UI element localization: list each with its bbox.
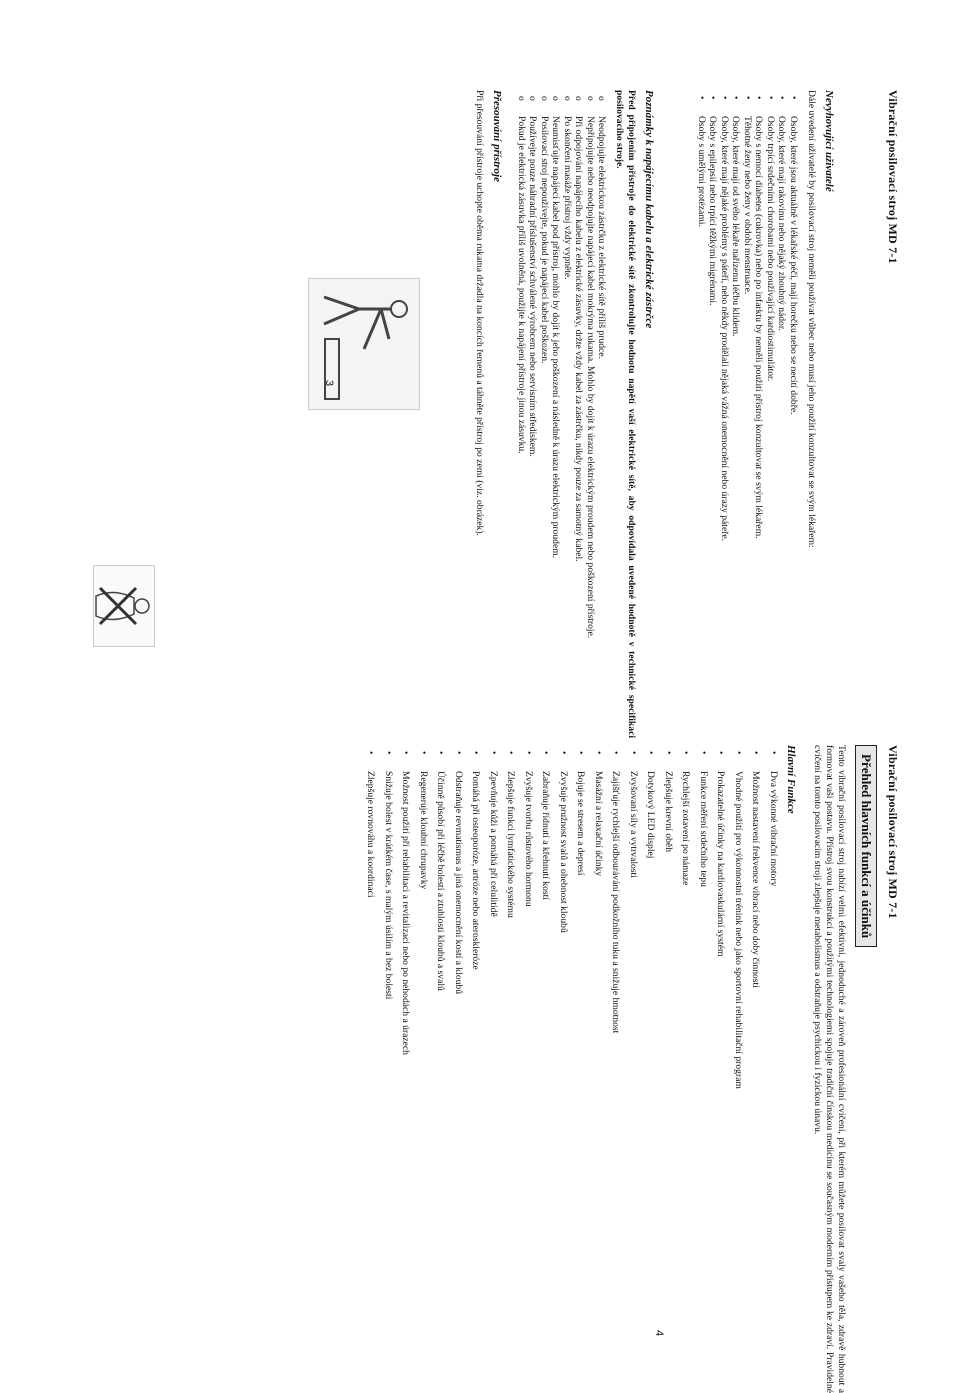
features-box-title: Přehled hlavních funkcí a účinků [855, 745, 877, 947]
users-list [696, 90, 800, 550]
page-3 [100, 90, 900, 738]
list-item: • Zvyšovaní síly a vytrvalosti [628, 745, 640, 1393]
list-item: • Pomáhá při osteoporóze, artróze nebo ateroskleróze [470, 745, 482, 1393]
list-item: • Těhotné ženy nebo ženy v období menstruace. [742, 90, 754, 550]
list-item: • Zpevňuje kůži a pomáhá při celulitidě [488, 745, 500, 1393]
list-item: • Bojuje se stresem a depresí [575, 745, 587, 1393]
list-item: • Osoby trpící srdečními chorobami nebo používající kardiostimulátor. [765, 90, 777, 550]
section-title-users: Nevyhovující uživatelé [823, 90, 835, 192]
page-header: Vibrační posilovací stroj MD 7-1 [886, 90, 900, 264]
list-item: o Po skončení masáže přístroj vždy vypněte. [562, 90, 574, 650]
list-item: • Osoby, které mají nějaké problémy s páteří, nebo někdy prodělali nějaká vážná onemocnění nebo úrazy páteře. [719, 90, 731, 550]
list-item: o Neumisťujte napájecí kabel pod přístroj, mohlo by dojít k jeho poškození a následně k úrazu elektrickým proudem. [550, 90, 562, 650]
list-item: • Dva výkonné vibrační motory [768, 745, 780, 1393]
move-text: Při přesouvání přístroje uchopte oběma rukama držadla na koncích řemenů a táhněte přístroj po zemi (viz. obrázek). [474, 90, 486, 536]
exercise-figure-icon [309, 279, 419, 409]
list-item: • Osoby s umělými protézami. [696, 90, 708, 550]
list-item: • Možnost nastavení frekvence vibrací nebo doby činnosti [750, 745, 762, 1393]
list-item: • Vhodné použití pro výkonnostní trénink nebo jako sportovní rehabilitační program [733, 745, 745, 1393]
cable-intro: Před připojením přístroje do elektrické sítě zkontrolujte hodnotu napětí vaší elektrické sítě, aby odpovídala uvedené hodnotě v technické specifikaci posilovacího stroje. [614, 90, 638, 738]
page-4 [100, 745, 900, 1393]
list-item: o Pokud je elektrická zásuvka příliš uvolněná, použijte k napájení přístroje jinou zásuvku. [516, 90, 528, 650]
list-item: o Posilovací stroj nepoužívejte, pokud je napájecí kabel poškozen. [539, 90, 551, 650]
page-number: 4 [653, 1330, 665, 1337]
list-item: • Odstraňuje revmatismus a jiná onemocnění kostí a kloubů [453, 745, 465, 1393]
list-item: • Osoby, které jsou aktuálně v lékařské péči, mají horečku nebo se necítí dobře. [788, 90, 800, 550]
page-header: Vibrační posilovací stroj MD 7-1 [886, 745, 900, 919]
list-item: • Masážní a relaxační účinky [593, 745, 605, 1393]
section-title-move: Přesouvání přístroje [491, 90, 504, 182]
section-title-cable: Poznámky k napájecímu kabelu a elektrické zástrčce [643, 90, 656, 329]
pregnant-warning-illustration [93, 565, 155, 647]
users-intro: Dále uvedení uživatelé by posilovací stroj neměli používat vůbec nebo musí jeho použití konzultovat se svým lékařem: [806, 90, 817, 548]
list-item: • Účinně působí při léčbě bolestí a ztuhlosti kloubů a svalů [435, 745, 447, 1393]
list-item: • Rychlejší zotavení po námaze [680, 745, 692, 1393]
list-item: • Prokazatelné účinky na kardiovaskulární systém [715, 745, 727, 1393]
list-item: • Snižuje bolest v krátkém čase, s malým úsilím a bez bolesti [383, 745, 395, 1393]
list-item: • Zabraňuje řídnutí a křehnutí kostí [540, 745, 552, 1393]
list-item: • Osoby, které mají od svého lékaře nařízenu léčbu klidem. [730, 90, 742, 550]
list-item: • Osoby s epilepsií nebo trpící těžkými migrénami. [707, 90, 719, 550]
list-item: • Osoby, které mají rakovinu nebo nějaký zhoubný nádor. [776, 90, 788, 550]
no-pregnant-icon [94, 566, 154, 646]
list-item: • Zlepšuje funkci lymfatického systému [505, 745, 517, 1393]
list-item: o Při odpojování napájecího kabelu z elektrické zásuvky, držte vždy kabel za zástrčku, nikdy pouze za samotný kabel. [573, 90, 585, 650]
list-item: • Funkce měření srdečního tepu [698, 745, 710, 1393]
list-item: o Nepřipojujte nebo neodpojujte napájecí kabel mokrýma rukama. Mohlo by dojít k úrazu elektrickým proudem nebo poškození přístroje. [585, 90, 597, 650]
features-intro: Tento vibrační posilovací stroj nabízí velmi efektivní, jednoduché a zároveň profesionální cvičení, při kterém můžete posilovat svaly vašeho těla, zdravě hubnout a formovat vaši postavu. Přístroj svou konstrukcí a použitými technologiemi spojuje tradiční čínskou medicínu se současným moderním přístupem ke zdraví. Pravidelné cvičení na tomto posilovacím stroji zlepšuje metabolismus a odstraňuje psychickou i fyzickou únavu. [812, 745, 847, 1393]
list-item: • Zvyšuje pružnost svalů a ohebnost kloubů [558, 745, 570, 1393]
cable-list [516, 90, 608, 650]
list-item: o Používejte pouze náhradní příslušenství schválené výrobcem nebo servisním střediskem. [527, 90, 539, 650]
exercise-illustration [308, 278, 420, 410]
functions-list [365, 745, 779, 1393]
list-item: • Osoby s nemocí diabetes (cukrovka) nebo po infarktu by neměli použití přístroj konzultovat se svým lékařem. [753, 90, 765, 550]
list-item: • Zlepšuje krevní oběh [663, 745, 675, 1393]
section-title-functions: Hlavní Funkce [785, 745, 797, 814]
list-item: • Možnost použití při rehabilitaci a revitalizaci nebo po nehodách a úrazech [400, 745, 412, 1393]
list-item: • Zajišťuje rychlejší odbourávání podkožního tuku a snižuje hmotnost [610, 745, 622, 1393]
list-item: • Zvyšuje tvorbu růstového hormonu [523, 745, 535, 1393]
list-item: o Neodpojujte elektrickou zástrčku z elektrické sítě příliš prudce. [596, 90, 608, 650]
list-item: • Regeneruje kloubní chrupavky [418, 745, 430, 1393]
list-item: • Zlepšuje rovnováhu a koordinaci [365, 745, 377, 1393]
page-number: 3 [323, 380, 335, 387]
list-item: • Dotykový LED displej [645, 745, 657, 1393]
